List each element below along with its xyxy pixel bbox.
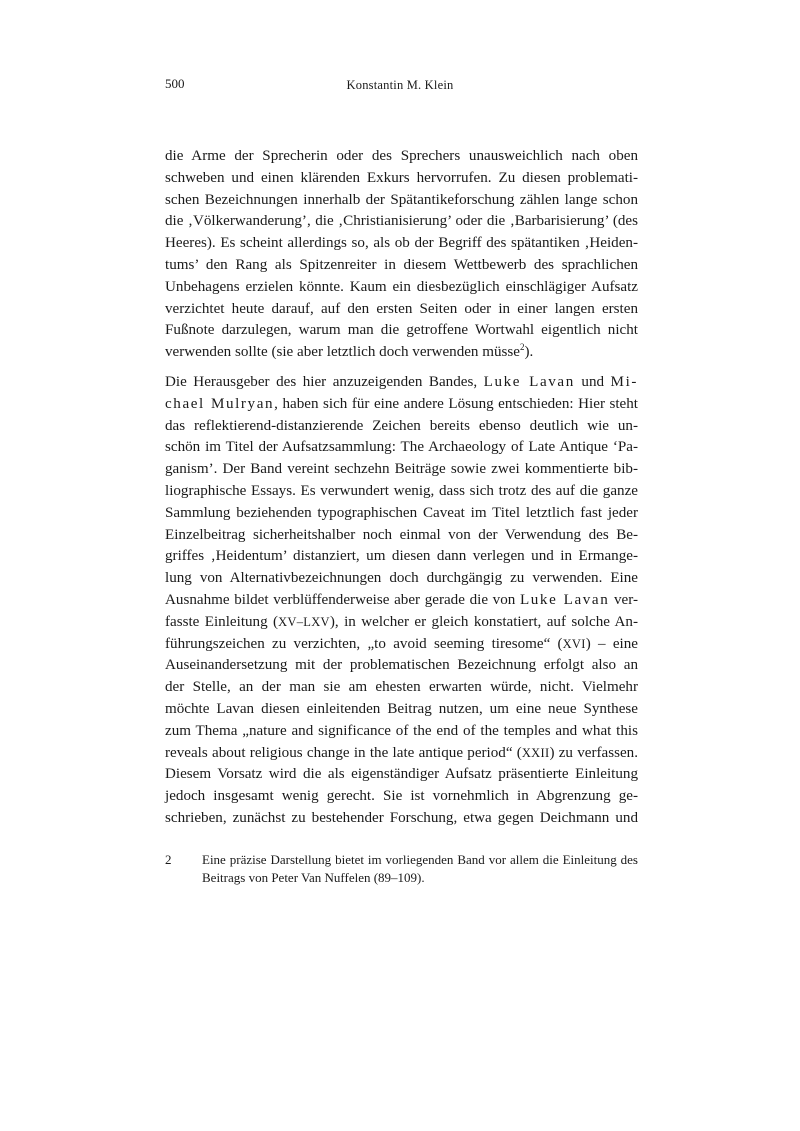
text-line: zum Thema „nature and significance of the end of the temples and what this	[165, 722, 638, 739]
footnote-reference[interactable]: 2	[520, 342, 525, 353]
text-line: tums’ den Rang als Spitzenreiter in diesem Wettbewerb des sprachlichen	[165, 256, 638, 273]
text-line: die ‚Völkerwanderung’, die ‚Christianisierung’ oder die ‚Barbarisierung’ (des	[165, 213, 638, 230]
page-reference: XVI	[562, 636, 586, 651]
text-line: griffes ‚Heidentum’ distanziert, um diesen dann verlegen und in Ermange-	[165, 548, 638, 565]
author-name: Luke Lavan	[483, 373, 575, 390]
text-line: schrieben, zunächst zu bestehender Forschung, etwa gegen Deichmann und	[165, 809, 638, 826]
text-line: jedoch insgesamt wenig gerecht. Sie ist vornehmlich in Abgrenzung ge-	[165, 788, 638, 805]
text-line: lung von Alternativbezeichnungen doch durchgängig zu verwenden. Eine	[165, 570, 638, 587]
text-line	[165, 394, 638, 416]
paragraph-1	[165, 146, 638, 364]
text-line: schweben und einen klärenden Exkurs hervorrufen. Zu diesen problemati-	[165, 169, 638, 186]
page-number: 500	[165, 76, 185, 91]
main-text	[165, 146, 638, 830]
text-fragment: , haben sich für eine andere Lösung entschieden: Hier steht	[274, 395, 638, 412]
text-line: schen Bezeichnungen innerhalb der Spätantikeforschung zählen lange schon	[165, 191, 638, 208]
footnote-text	[202, 851, 638, 886]
text-fragment: und	[581, 373, 605, 390]
text-line	[165, 634, 638, 656]
text-line: Heeres). Es scheint allerdings so, als ob der Begriff des spätantiken ‚Heiden-	[165, 235, 638, 252]
text-line: Fußnote darzulegen, warum man die getroffene Wortwahl eigentlich nicht	[165, 322, 638, 339]
text-line: der Stelle, an der man sie am ehesten erwarten würde, nicht. Vielmehr	[165, 679, 638, 696]
text-fragment: reveals about religious change in the late antique period“ (	[165, 744, 522, 761]
text-line: schön im Titel der Aufsatzsammlung: The Archaeology of Late Antique ‘Pa-	[165, 439, 638, 456]
text-line: die Arme der Sprecherin oder des Sprechers unausweichlich nach oben	[165, 148, 638, 164]
text-line: möchte Lavan diesen einleitenden Beitrag nutzen, um eine neue Synthese	[165, 700, 638, 717]
text-line: Unbehagens erzielen könnte. Kaum ein diesbezüglich einschlägiger Aufsatz	[165, 278, 638, 295]
text-fragment: ) zu verfassen.	[549, 744, 638, 761]
paragraph-2	[165, 372, 638, 830]
text-fragment: ).	[524, 344, 534, 361]
text-fragment: fasste Einleitung (	[165, 613, 279, 630]
text-line	[165, 612, 638, 634]
author-name: chael Mulryan	[165, 395, 275, 412]
text-line	[165, 743, 638, 765]
text-line	[165, 342, 638, 364]
text-line: Auseinandersetzung mit der problematischen Bezeichnung erfolgt also an	[165, 657, 638, 674]
text-line: das reflektierend-distanzierende Zeichen bereits ebenso deutlich wie un-	[165, 417, 638, 434]
text-fragment: ), in welcher er gleich konstatiert, auf solche An-	[329, 613, 638, 630]
page-range: XV–LXV	[278, 614, 330, 629]
text-line: liographische Essays. Es verwundert wenig, dass sich trotz des auf die ganze	[165, 482, 638, 499]
text-fragment: ) – eine	[585, 635, 638, 652]
text-line: Diesem Vorsatz wird die als eigenständiger Aufsatz präsentierte Einleitung	[165, 766, 638, 783]
text-line	[165, 590, 638, 612]
text-line: ganism’. Der Band vereint sechzehn Beiträge sowie zwei kommentierte bib-	[165, 461, 638, 478]
page-reference: XXII	[521, 745, 550, 760]
text-line	[165, 372, 638, 394]
author-name: Luke Lavan	[519, 591, 610, 608]
text-fragment: Ausnahme bildet verblüffenderweise aber gerade die von	[165, 591, 516, 608]
text-fragment: verwenden sollte (sie aber letztlich doch verwenden müsse	[165, 344, 520, 361]
footnote	[165, 851, 638, 886]
footnote-number: 2	[165, 852, 172, 867]
text-line: verzichtet heute darauf, auf den ersten Seiten oder in einer langen ersten	[165, 300, 638, 317]
text-fragment: führungszeichen zu verzichten, „to avoid seeming tiresome“ (	[165, 635, 563, 652]
footnote-line: Beitrags von Peter Van Nuffelen (89–109).	[202, 869, 425, 885]
text-fragment: ver-	[614, 591, 638, 608]
footnote-line: Eine präzise Darstellung bietet im vorliegenden Band vor allem die Einleitung des	[202, 852, 638, 867]
running-head: Konstantin M. Klein	[346, 78, 454, 92]
author-name: Mi-	[610, 373, 638, 390]
text-line: Sammlung beziehenden typographischen Caveat im Titel letztlich fast jeder	[165, 504, 638, 521]
text-fragment: Die Herausgeber des hier anzuzeigenden Bandes,	[165, 373, 478, 390]
text-line: Einzelbeitrag sicherheitshalber noch einmal von der Verwendung des Be-	[165, 526, 638, 543]
